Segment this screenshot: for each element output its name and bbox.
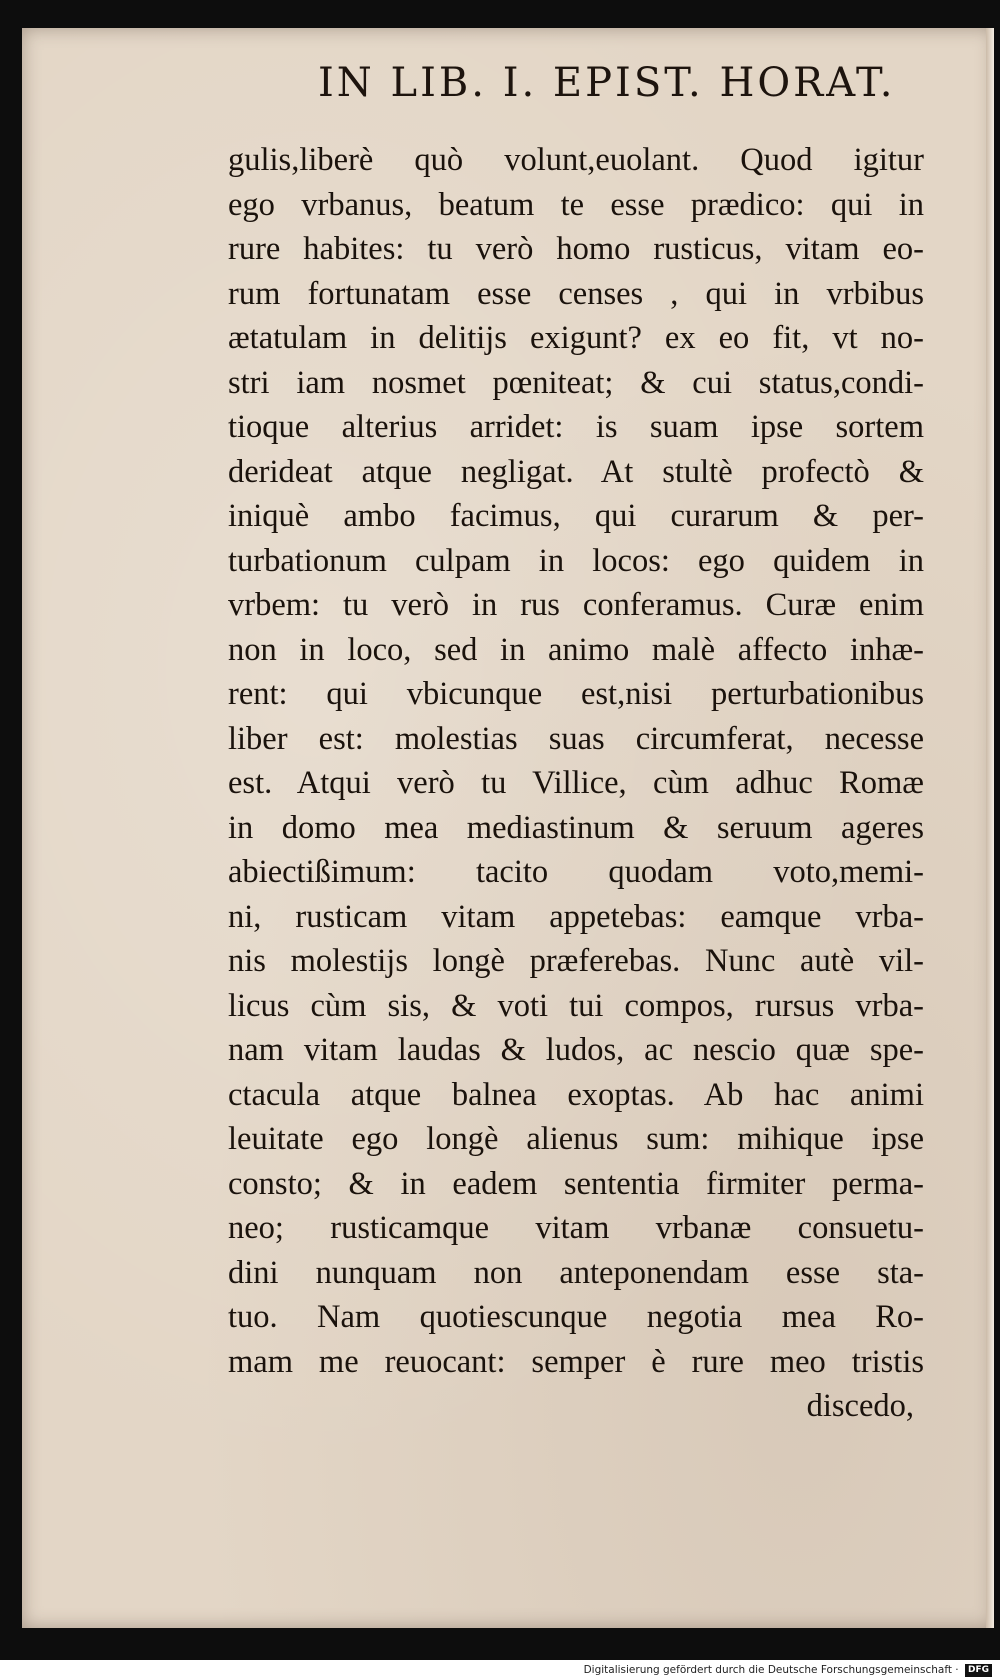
text-line: neo; rusticamque vitam vrbanæ consuetu- (228, 1210, 924, 1246)
text-line: consto; & in eadem sententia firmiter perma- (228, 1165, 924, 1202)
text-line: ego vrbanus, beatum te esse prædico: qui in (228, 186, 924, 223)
text-line: rum fortunatam esse censes , qui in vrbibus (228, 275, 924, 312)
page-edge (986, 28, 994, 1628)
text-line: licus cùm sis, & voti tui compos, rursus vrba- (228, 987, 924, 1024)
text-line: nis molestijs longè præferebas. Nunc autè vil- (228, 943, 924, 979)
text-line: ctacula atque balnea exoptas. Ab hac animi (228, 1076, 924, 1113)
text-line: mam me reuocant: semper è rure meo tristis (228, 1343, 924, 1380)
text-line: turbationum culpam in locos: ego quidem in (228, 542, 924, 579)
text-line: in domo mea mediastinum & seruum ageres (228, 809, 924, 846)
catchword: discedo, (806, 1388, 914, 1424)
text-line: vrbem: tu verò in rus conferamus. Curæ enim (228, 587, 924, 623)
text-line: abiectißimum: tacito quodam voto,memi- (228, 854, 924, 890)
text-line: rure habites: tu verò homo rusticus, vitam eo- (228, 231, 924, 267)
digitization-credit (584, 1661, 992, 1679)
text-line: gulis,liberè quò volunt,euolant. Quod igitur (228, 142, 924, 178)
text-line: liber est: molestias suas circumferat, necesse (228, 720, 924, 757)
text-line: derideat atque negligat. At stultè profectò & (228, 453, 924, 490)
text-line: stri iam nosmet pœniteat; & cui status,condi- (228, 364, 924, 401)
text-line: non in loco, sed in animo malè affecto inhæ- (228, 631, 924, 668)
text-line: tuo. Nam quotiescunque negotia mea Ro- (228, 1299, 924, 1335)
text-line: nam vitam laudas & ludos, ac nescio quæ spe- (228, 1032, 924, 1068)
text-line: ætatulam in delitijs exigunt? ex eo fit, vt no- (228, 320, 924, 356)
dfg-logo: DFG (965, 1664, 992, 1677)
credit-separator: · (955, 1664, 959, 1676)
text-line: iniquè ambo facimus, qui curarum & per- (228, 498, 924, 534)
text-line: rent: qui vbicunque est,nisi perturbationibus (228, 676, 924, 712)
text-line: dini nunquam non anteponendam esse sta- (228, 1254, 924, 1291)
text-line: est. Atqui verò tu Villice, cùm adhuc Romæ (228, 765, 924, 801)
text-line: ni, rusticam vitam appetebas: eamque vrba- (228, 898, 924, 935)
credit-text: Digitalisierung gefördert durch die Deutsche Forschungsgemeinschaft (583, 1664, 952, 1676)
text-line: tioque alterius arridet: is suam ipse sortem (228, 409, 924, 445)
running-head: IN LIB. I. EPIST. HORAT. (318, 60, 896, 106)
text-line: leuitate ego longè alienus sum: mihique ipse (228, 1121, 924, 1157)
body-text (228, 138, 924, 1429)
